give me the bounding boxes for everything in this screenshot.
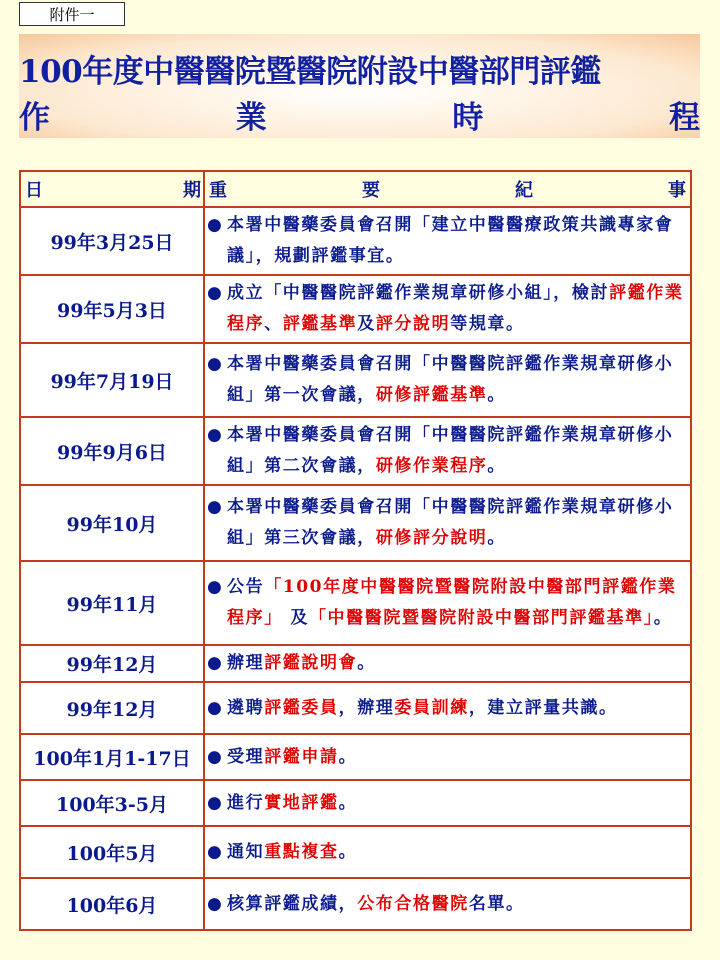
title-char: 業 — [235, 100, 267, 136]
row-event — [205, 740, 690, 775]
bullet-icon: ● — [207, 215, 224, 235]
row-event-cell — [204, 207, 691, 275]
event-highlight: 研修作業程序 — [375, 456, 488, 476]
bullet-icon: ● — [207, 497, 224, 517]
header-char: 事 — [668, 180, 686, 201]
row-date: 99年3月25日 — [20, 207, 204, 275]
event-highlight: 評鑑作業程序 — [227, 283, 684, 334]
row-event — [205, 887, 690, 922]
row-date: 99年12月 — [20, 645, 204, 682]
table-row — [20, 734, 691, 780]
schedule-table — [19, 170, 692, 931]
table-row — [20, 343, 691, 417]
bullet-icon: ● — [207, 354, 224, 374]
event-highlight: 評鑑基準 — [282, 314, 358, 334]
event-text: 遴聘 — [227, 697, 265, 718]
row-event — [205, 786, 690, 821]
row-event — [205, 646, 690, 681]
table-row — [20, 682, 691, 734]
header-date — [20, 171, 204, 207]
row-event-cell — [204, 645, 691, 682]
bullet-icon: ● — [207, 792, 224, 813]
event-highlight: 「100年度中醫醫院暨醫院附設中醫部門評鑑作業程序」 — [227, 577, 677, 628]
header-event — [204, 171, 691, 207]
event-text: 。 — [357, 653, 376, 673]
event-highlight: 研修評鑑基準 — [375, 385, 488, 405]
header-char: 期 — [183, 180, 201, 201]
row-event — [205, 490, 690, 556]
bullet-icon: ● — [207, 697, 224, 718]
event-highlight: 實地評鑑 — [264, 792, 339, 813]
event-highlight: 評鑑委員 — [264, 697, 339, 718]
table-row — [20, 780, 691, 826]
bullet-icon: ● — [207, 746, 224, 767]
table-row — [20, 561, 691, 645]
row-event-cell — [204, 826, 691, 878]
event-text: 本署中醫藥委員會召開「中醫醫院評鑑作業規章研修小組」第三次會議， — [227, 497, 674, 548]
bullet-icon: ● — [207, 893, 224, 914]
header-char: 紀 — [515, 180, 533, 201]
event-text: 名單。 — [468, 893, 525, 914]
event-highlight: 評鑑說明會 — [264, 653, 358, 673]
row-event — [205, 276, 690, 342]
event-text: 進行 — [227, 792, 265, 813]
event-text: 及 — [357, 314, 376, 334]
header-char: 要 — [362, 180, 380, 201]
header-char: 重 — [209, 180, 227, 201]
event-text: ，建立評量共識。 — [468, 697, 618, 718]
event-highlight: 評分說明 — [375, 314, 451, 334]
table-row — [20, 826, 691, 878]
bullet-icon: ● — [207, 653, 224, 673]
row-event-cell — [204, 561, 691, 645]
table-row — [20, 207, 691, 275]
bullet-icon: ● — [207, 283, 224, 303]
row-event — [205, 347, 690, 413]
table-header-row — [20, 171, 691, 207]
event-text: 。 — [338, 792, 358, 813]
page-title: 100年度中醫醫院暨醫院附設中醫部門評鑑 — [19, 54, 601, 90]
event-text: 本署中醫藥委員會召開「建立中醫醫療政策共識專家會議」，規劃評鑑事宜。 — [227, 215, 674, 266]
table-row — [20, 878, 691, 930]
row-date: 100年3-5月 — [20, 780, 204, 826]
bullet-icon: ● — [207, 841, 224, 862]
row-date: 99年10月 — [20, 485, 204, 561]
event-text: 。 — [487, 385, 507, 405]
event-highlight: 評鑑申請 — [264, 746, 339, 767]
event-text: 本署中醫藥委員會召開「中醫醫院評鑑作業規章研修小組」第一次會議， — [227, 354, 674, 405]
row-event-cell — [204, 780, 691, 826]
row-event-cell — [204, 275, 691, 343]
row-date: 99年9月6日 — [20, 417, 204, 485]
row-event — [205, 570, 690, 636]
row-event-cell — [204, 734, 691, 780]
event-text: 。 — [487, 528, 507, 548]
table-row — [20, 275, 691, 343]
row-date: 99年7月19日 — [20, 343, 204, 417]
row-date: 100年5月 — [20, 826, 204, 878]
row-date: 100年1月1-17日 — [20, 734, 204, 780]
event-text: 。 — [338, 841, 358, 862]
event-text: ，辦理 — [338, 697, 395, 718]
row-event-cell — [204, 682, 691, 734]
event-text: 。 — [653, 608, 673, 628]
event-text: 通知 — [227, 841, 265, 862]
row-event — [205, 691, 690, 726]
row-date: 99年12月 — [20, 682, 204, 734]
event-text: 成立「中醫醫院評鑑作業規章研修小組」，檢討 — [227, 283, 610, 303]
event-text: 辦理 — [227, 653, 265, 673]
table-row — [20, 645, 691, 682]
event-text: 等規章。 — [450, 314, 525, 334]
event-text: 核算評鑑成績， — [227, 893, 358, 914]
event-highlight: 「中醫醫院暨醫院附設中醫部門評鑑基準」 — [308, 608, 654, 628]
bullet-icon: ● — [207, 577, 224, 597]
row-event-cell — [204, 343, 691, 417]
event-text: 。 — [487, 456, 507, 476]
row-event-cell — [204, 417, 691, 485]
bullet-icon: ● — [207, 425, 224, 445]
title-banner — [19, 34, 700, 138]
row-event-cell — [204, 878, 691, 930]
event-text: 及 — [282, 608, 309, 628]
row-date: 100年6月 — [20, 878, 204, 930]
event-text: 公告 — [227, 577, 265, 597]
row-date: 99年5月3日 — [20, 275, 204, 343]
event-text: 本署中醫藥委員會召開「中醫醫院評鑑作業規章研修小組」第二次會議， — [227, 425, 674, 476]
title-char: 時 — [452, 100, 484, 136]
title-char: 作 — [19, 100, 50, 136]
table-row — [20, 417, 691, 485]
attachment-label: 附件一 — [19, 2, 125, 26]
header-char: 日 — [25, 180, 43, 201]
page-title-line2 — [19, 92, 700, 137]
event-highlight: 重點複查 — [264, 841, 339, 862]
title-char: 程 — [668, 100, 700, 136]
row-date: 99年11月 — [20, 561, 204, 645]
table-row — [20, 485, 691, 561]
row-event-cell — [204, 485, 691, 561]
event-text: 。 — [338, 746, 358, 767]
row-event — [205, 418, 690, 484]
event-highlight: 公布合格醫院 — [357, 893, 469, 914]
event-text: 、 — [264, 314, 283, 334]
event-highlight: 委員訓練 — [394, 697, 469, 718]
event-text: 受理 — [227, 746, 265, 767]
row-event — [205, 835, 690, 870]
event-highlight: 研修評分說明 — [375, 528, 488, 548]
row-event — [205, 208, 690, 274]
